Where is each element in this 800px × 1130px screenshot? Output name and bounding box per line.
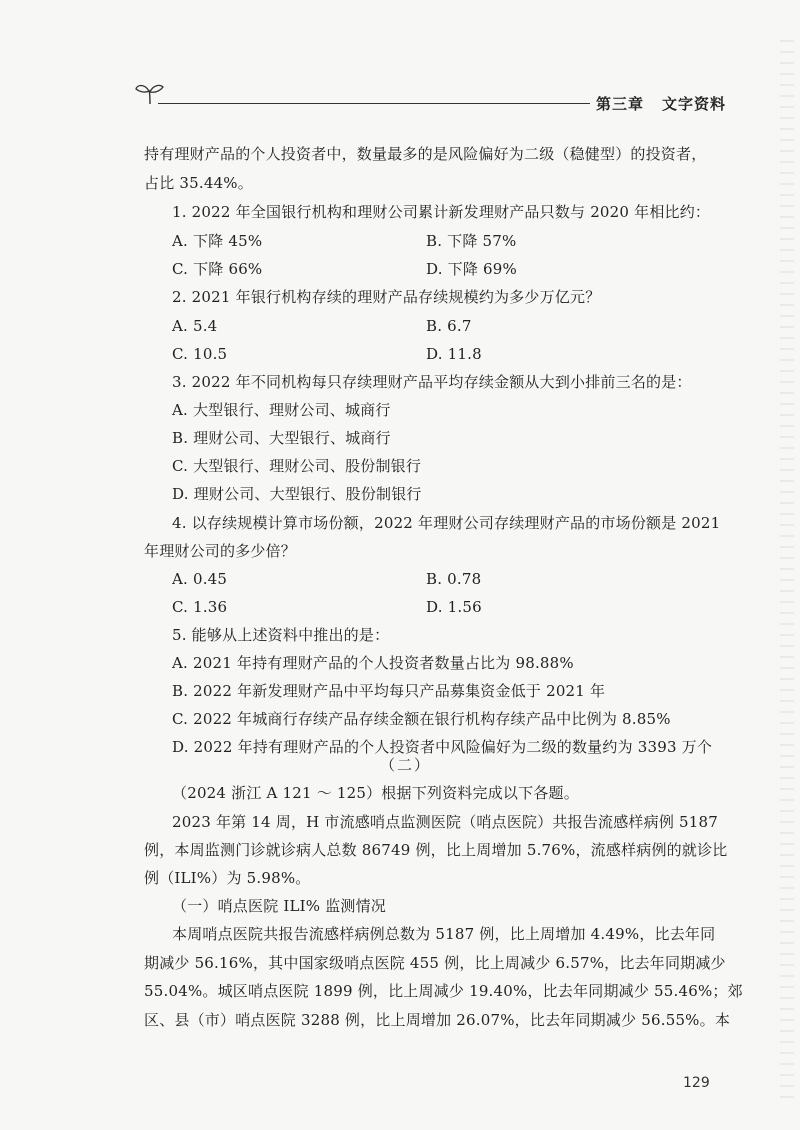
section-label: 文字资料 [662,95,727,113]
option-1a: A. 下降 45% [172,232,263,250]
question-4: 4. 以存续规模计算市场份额，2022 年理财公司存续理财产品的市场份额是 2021 [172,514,721,532]
paragraph-line: 占比 35.44%。 [144,174,253,192]
scan-edge [780,40,794,1100]
question-4-cont: 年理财公司的多少倍？ [144,542,297,560]
option-5b: B. 2022 年新发理财产品中平均每只产品募集资金低于 2021 年 [172,682,606,700]
option-3b: B. 理财公司、大型银行、城商行 [172,429,391,447]
paragraph-line: 例（ILI%）为 5.98%。 [144,869,311,887]
option-4c: C. 1.36 [172,598,228,616]
header-rule [158,103,590,104]
option-2b: B. 6.7 [426,317,472,335]
paragraph-line: 例，本周监测门诊就诊病人总数 86749 例，比上周增加 5.76%，流感样病例的就诊比 [144,841,728,859]
option-4a: A. 0.45 [172,570,228,588]
option-2c: C. 10.5 [172,345,228,363]
option-2d: D. 11.8 [426,345,482,363]
option-4b: B. 0.78 [426,570,482,588]
option-5a: A. 2021 年持有理财产品的个人投资者数量占比为 98.88% [172,654,574,672]
option-1c: C. 下降 66% [172,260,263,278]
option-5d: D. 2022 年持有理财产品的个人投资者中风险偏好为二级的数量约为 3393 万个 [172,738,713,756]
paragraph-line: 55.04%。城区哨点医院 1899 例，比上周减少 19.40%，比去年同期减少 55.46%；郊 [144,982,743,1000]
section-heading: （二） [380,756,432,774]
option-4d: D. 1.56 [426,598,482,616]
subheading: （一）哨点医院 ILI% 监测情况 [172,897,387,915]
option-1d: D. 下降 69% [426,260,517,278]
paragraph-line: 区、县（市）哨点医院 3288 例，比上周增加 26.07%，比去年同期减少 56.55%。本 [144,1011,731,1029]
paragraph-line: 持有理财产品的个人投资者中，数量最多的是风险偏好为二级（稳健型）的投资者， [144,145,707,163]
paragraph-line: 本周哨点医院共报告流感样病例总数为 5187 例，比上周增加 4.49%，比去年同 [172,925,716,943]
source-note: （2024 浙江 A 121 ～ 125）根据下列资料完成以下各题。 [172,784,579,802]
question-2: 2. 2021 年银行机构存续的理财产品存续规模约为多少万亿元？ [172,288,601,306]
question-1: 1. 2022 年全国银行机构和理财公司累计新发理财产品只数与 2020 年相比约： [172,203,711,221]
question-5: 5. 能够从上述资料中推出的是： [172,626,390,644]
paragraph-line: 期减少 56.16%，其中国家级哨点医院 455 例，比上周减少 6.57%，比去年同期减少 [144,954,726,972]
paragraph-line: 2023 年第 14 周，H 市流感哨点监测医院（哨点医院）共报告流感样病例 5187 [172,813,718,831]
chapter-label: 第三章 [596,95,645,113]
option-2a: A. 5.4 [172,317,218,335]
question-3: 3. 2022 年不同机构每只存续理财产品平均存续金额从大到小排前三名的是： [172,373,692,391]
page-number: 129 [683,1075,710,1091]
option-5c: C. 2022 年城商行存续产品存续金额在银行机构存续产品中比例为 8.85% [172,710,671,728]
running-header [596,93,726,114]
option-3c: C. 大型银行、理财公司、股份制银行 [172,457,422,475]
option-3d: D. 理财公司、大型银行、股份制银行 [172,485,422,503]
option-1b: B. 下降 57% [426,232,517,250]
option-3a: A. 大型银行、理财公司、城商行 [172,401,391,419]
